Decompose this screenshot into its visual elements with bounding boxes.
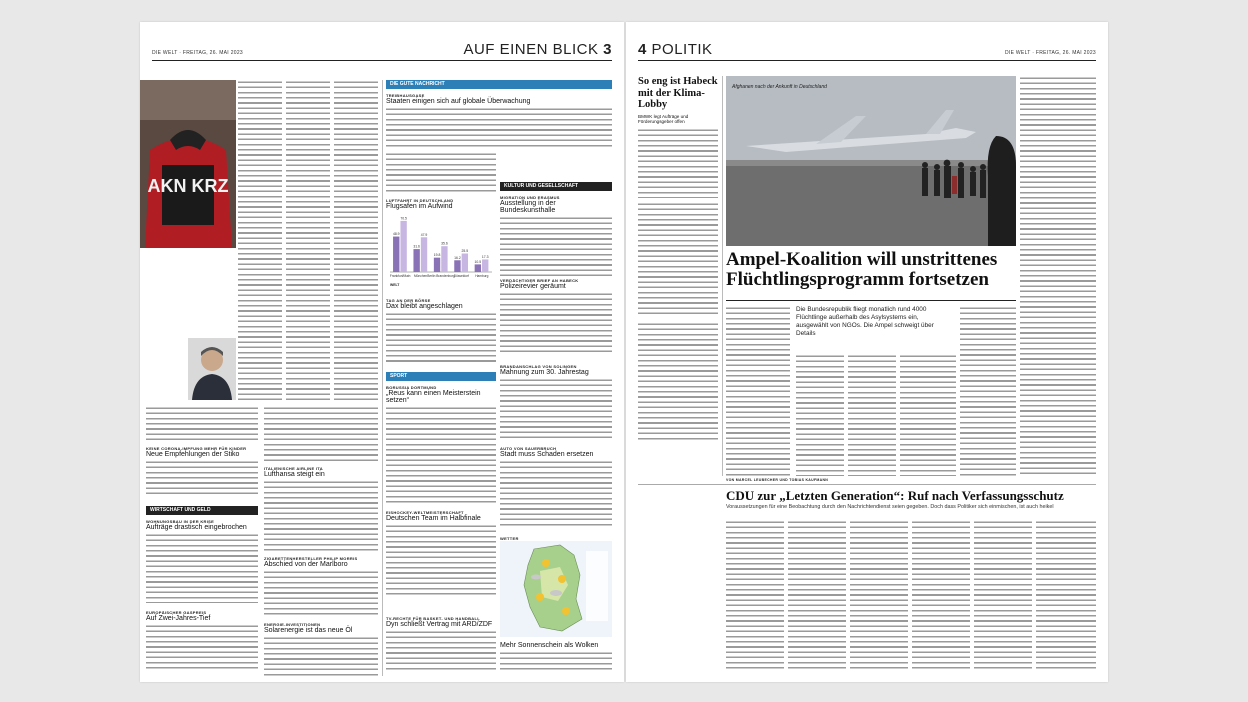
chart-data-label: 19.8 bbox=[433, 253, 441, 258]
sport-brief-3: TV-RECHTE FÜR BASKET- UND HANDBALL Dyn schließt Vertrag mit ARD/ZDF bbox=[386, 616, 496, 672]
sidebar-subtitle: BMWK legt Aufträge und Förderungsgeber offen bbox=[638, 113, 689, 124]
sun-icon bbox=[536, 593, 544, 601]
sun-icon bbox=[558, 575, 566, 583]
chart-bar bbox=[413, 249, 419, 272]
lead-text-col-4 bbox=[900, 354, 956, 476]
section-bar-wirtschaft: WIRTSCHAFT UND GELD bbox=[146, 506, 258, 515]
wirtschaft-brief-5: ENERGIE-INVESTITIONEN Solarenergie ist das neue Öl bbox=[264, 622, 378, 676]
chart-data-label: 17.3 bbox=[481, 254, 489, 259]
cloud-icon bbox=[531, 575, 541, 580]
newspaper-page-right bbox=[626, 22, 1108, 682]
lead-text-col-3 bbox=[848, 354, 896, 476]
chart-data-label: 48.9 bbox=[392, 232, 400, 237]
chart-data-label: 25.5 bbox=[461, 249, 469, 254]
chart-bar bbox=[441, 246, 447, 272]
chart-data-label: 10.5 bbox=[474, 259, 482, 264]
chart-bar bbox=[421, 237, 427, 272]
airport-photo bbox=[726, 76, 1016, 246]
text-column-1 bbox=[238, 80, 282, 402]
lead-text-col-5 bbox=[960, 306, 1016, 476]
header-date-left: DIE WELT · FREITAG, 26. MAI 2023 bbox=[152, 50, 244, 56]
weather-title: Mehr Sonnenschein als Wolken bbox=[500, 642, 599, 649]
chart-category-label: München bbox=[414, 274, 428, 278]
chart-data-label: 35.6 bbox=[441, 241, 448, 246]
chart-bar bbox=[434, 258, 440, 272]
lead-headline bbox=[726, 250, 1016, 290]
lead-text-col-6 bbox=[1020, 76, 1096, 476]
airport-photo-svg bbox=[726, 76, 1016, 246]
headline-rule bbox=[726, 300, 1016, 301]
text-column-3 bbox=[334, 80, 378, 402]
second-text-col-5 bbox=[974, 520, 1032, 670]
second-text-col-2 bbox=[788, 520, 846, 670]
lead-text-col-1 bbox=[726, 306, 790, 476]
sport-brief-1: BORUSSIA DORTMUND „Reus kann einen Meisterstein setzen“ bbox=[386, 385, 496, 504]
kultur-brief-2: VERDÄCHTIGER BRIEF AN HABECK Polizeirevier geräumt bbox=[500, 278, 612, 356]
second-text-col-4 bbox=[912, 520, 970, 670]
article-separator bbox=[638, 484, 1096, 485]
chart-bar bbox=[393, 237, 399, 272]
section-title-left: AUF EINEN BLICK 3 bbox=[463, 41, 612, 58]
weather-box: WETTER Mehr Sonnenschein als Wolken bbox=[500, 536, 612, 673]
lead-standfirst bbox=[796, 306, 946, 338]
second-title: CDU zur „Letzten Generation“: Ruf nach Verfassungsschutz bbox=[726, 488, 1064, 503]
sidebar-title: So eng ist Habeck mit der Klima-Lobby bbox=[638, 76, 718, 110]
chart-data-label: 31.6 bbox=[413, 244, 420, 249]
page-number-left: 3 bbox=[603, 41, 612, 58]
photo-caption-right: Afghanen nach der Ankunft in Deutschland bbox=[732, 84, 827, 90]
cloud-icon bbox=[550, 590, 562, 596]
chart-data-label: 47.9 bbox=[420, 232, 428, 237]
kultur-brief-3: BRANDANSCHLAG VON SOLINGEN Mahnung zum 30. Jahrestag bbox=[500, 364, 612, 438]
photo-caption-left bbox=[156, 250, 184, 330]
good-news-text-2 bbox=[386, 152, 496, 192]
column-divider bbox=[382, 80, 383, 676]
chart-source: WELT bbox=[390, 283, 400, 287]
section-bar-good-news: DIE GUTE NACHRICHT bbox=[386, 80, 612, 89]
lead-subtitle: Die Bundesrepublik fliegt monatlich rund 4000 Flüchtlinge außerhalb des Asylsystems ein, ausgewählt von NGOs. Die Ampel schweigt über Details bbox=[796, 306, 934, 337]
sun-icon bbox=[562, 607, 570, 615]
protest-photo-svg bbox=[140, 80, 236, 248]
newspaper-page-left bbox=[140, 22, 624, 682]
air-traffic-chart bbox=[386, 210, 496, 290]
wirtschaft-brief-3: ITALIENISCHE AIRLINE ITA Lufthansa steigt ein bbox=[264, 466, 378, 552]
second-text-col-1 bbox=[726, 520, 784, 670]
lead-text-col-2 bbox=[796, 354, 844, 476]
kultur-brief-4: AUTO VON SAUERBRUCH Stadt muss Schaden ersetzen bbox=[500, 446, 612, 526]
byline: VON MARCEL LEUBECHER UND TOBIAS KAUFMANN bbox=[726, 478, 829, 482]
chart-category-label: Hamburg bbox=[475, 274, 489, 278]
corona-brief: KEINE CORONA-IMPFUNG MEHR FÜR KINDER Neue Empfehlungen der Stiko bbox=[146, 446, 258, 498]
weather-map bbox=[500, 541, 612, 637]
author-portrait-svg bbox=[188, 338, 236, 400]
sidebar-story bbox=[638, 76, 718, 442]
protest-photo bbox=[140, 80, 236, 248]
chart-data-label: 16.2 bbox=[454, 255, 461, 260]
section-bar-sport: SPORT bbox=[386, 372, 496, 381]
second-text-col-6 bbox=[1036, 520, 1096, 670]
wirtschaft-brief-1: WOHNUNGSBAU IN DER KRISE Aufträge drastisch eingebrochen bbox=[146, 519, 258, 603]
section-bar-kultur: KULTUR UND GESELLSCHAFT bbox=[500, 182, 612, 191]
air-chart-box: LUFTFAHRT IN DEUTSCHLAND Flugsafen im Aufwind 48.9 70.5 Frankfurt/Main 31.6 47.9 München 19.8 35.6 Berlin Brandenburg 16.2 25.5 Düsseldorf 10.5 17.3 Hamburg WELT bbox=[386, 198, 496, 295]
section-title-right: 4 POLITIK bbox=[638, 41, 713, 58]
wirtschaft-brief-2: EUROPÄISCHER GASPREIS Auf Zwei-Jahres-Tief bbox=[146, 610, 258, 672]
chart-category-label: Frankfurt/Main bbox=[389, 274, 411, 278]
second-subtitle: Voraussetzungen für eine Beobachtung durch den Nachrichtendienst seien gegeben. Doch dass Politiker sich einmischen, ist auch heikel bbox=[726, 504, 1054, 510]
chart-bar bbox=[454, 260, 460, 272]
second-text-col-3 bbox=[850, 520, 908, 670]
chart-bar bbox=[475, 264, 481, 272]
text-column-lower-1 bbox=[146, 406, 258, 442]
chart-bar bbox=[462, 254, 468, 272]
sport-brief-2: EISHOCKEY-WELTMEISTERSCHAFT Deutschen Team im Halbfinale bbox=[386, 510, 496, 596]
chart-category-label: Berlin Brandenburg bbox=[427, 274, 455, 278]
kultur-brief-1: MIGRATION UND ERASMUS Ausstellung in der Bundeskunsthalle bbox=[500, 195, 612, 278]
author-portrait bbox=[188, 338, 236, 400]
boerse-brief: TAG AN DER BÖRSE Dax bleibt angeschlagen bbox=[386, 298, 496, 364]
column-divider bbox=[722, 76, 723, 476]
chart-bar bbox=[482, 259, 488, 272]
header-date-right: DIE WELT · FREITAG, 26. MAI 2023 bbox=[1004, 50, 1096, 56]
page-header-left bbox=[152, 36, 612, 61]
second-headline bbox=[726, 488, 1096, 511]
chart-category-label: Düsseldorf bbox=[453, 274, 470, 278]
chart-data-label: 70.5 bbox=[400, 216, 407, 221]
photo-sign-text: AKN KRZ bbox=[147, 176, 229, 196]
text-column-lower-2 bbox=[264, 406, 378, 462]
text-column-2 bbox=[286, 80, 330, 402]
page-header-right bbox=[638, 36, 1096, 61]
wirtschaft-brief-4: ZIGARETTENHERSTELLER PHILIP MORRIS Abschied von der Marlboro bbox=[264, 556, 378, 618]
sun-icon bbox=[542, 559, 550, 567]
chart-bar bbox=[400, 221, 406, 272]
lead-title: Ampel-Koalition will unstrittenes Flüchtlingsprogramm fortsetzen bbox=[726, 249, 998, 290]
good-news-item: TREIBHAUSGASE Staaten einigen sich auf globale Überwachung bbox=[386, 93, 612, 149]
page-number-right: 4 bbox=[638, 41, 647, 58]
